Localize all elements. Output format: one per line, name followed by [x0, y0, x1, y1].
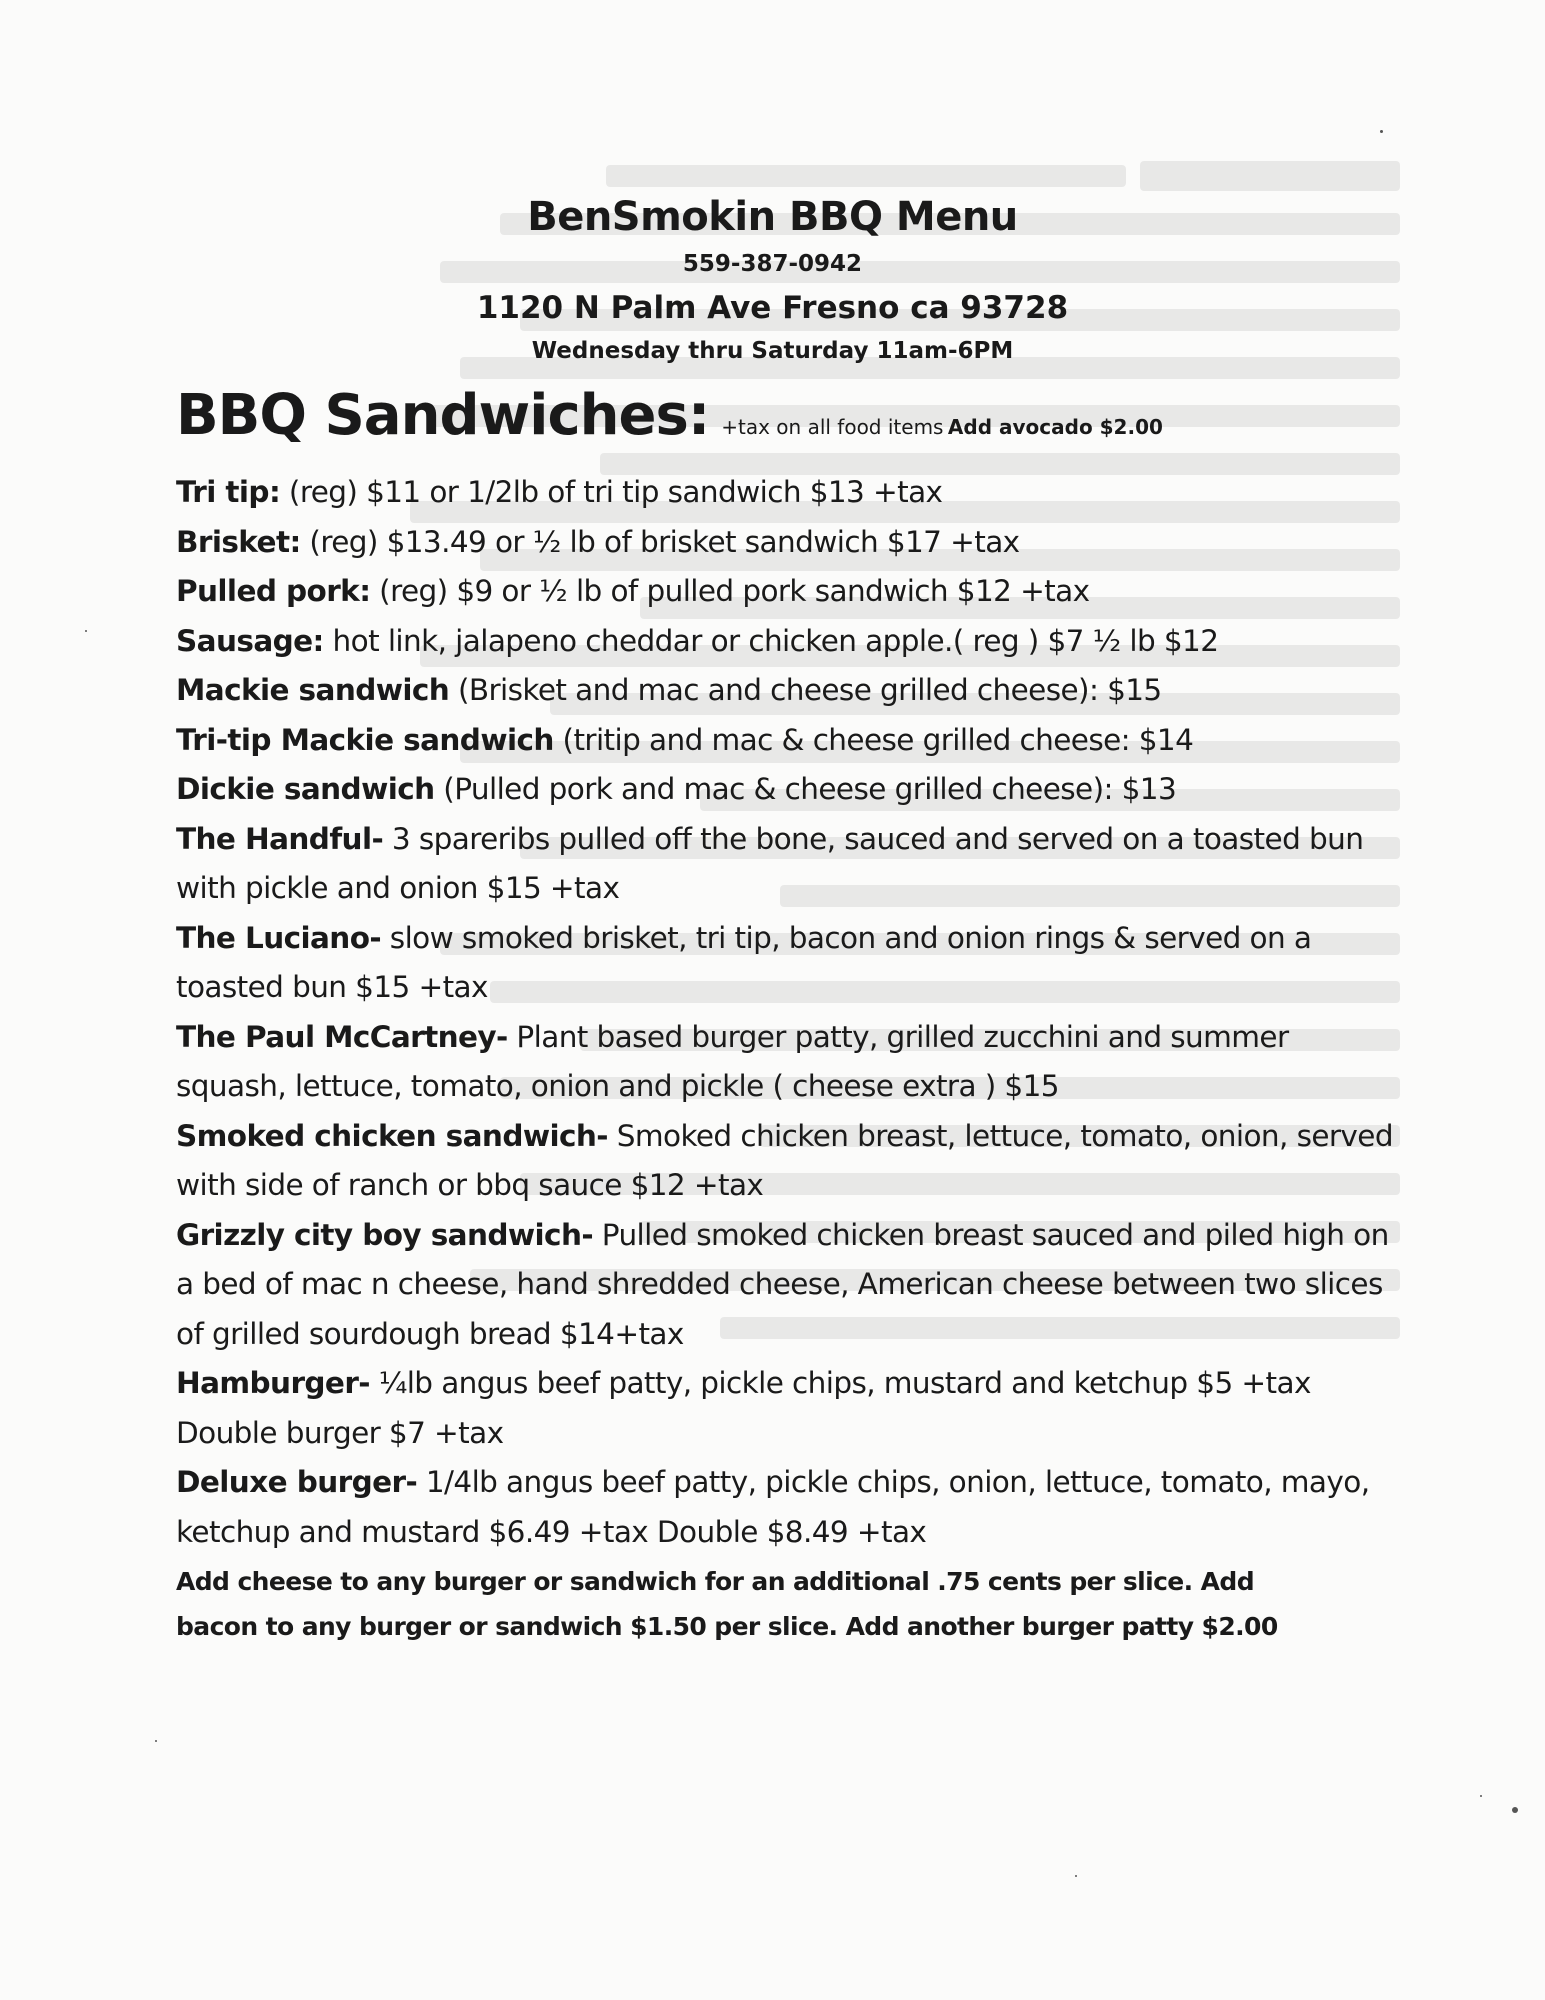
menu-item-name: Hamburger- [176, 1366, 370, 1400]
menu-item-list [176, 468, 1406, 1557]
menu-item-desc: Plant based burger patty, grilled zucchini and summer squash, lettuce, tomato, onion and pickle ( cheese extra ) $15 [176, 1019, 1289, 1103]
menu-item-name: The Handful- [176, 821, 384, 856]
menu-item-name: Tri-tip Mackie sandwich [176, 722, 554, 757]
menu-item-desc: 1/4lb angus beef patty, pickle chips, onion, lettuce, tomato, mayo, ketchup and mustard $6.49 +tax Double $8.49 +tax [176, 1465, 1370, 1549]
menu-item-desc: Pulled smoked chicken breast sauced and piled high on a bed of mac n cheese, hand shredded cheese, American cheese between two slices of grilled sourdough bread $14+tax [176, 1217, 1389, 1351]
menu-item [176, 1359, 1406, 1458]
menu-item-name: Tri tip: [176, 475, 281, 509]
scan-speck [85, 630, 87, 632]
menu-item-name: Pulled pork: [176, 574, 371, 608]
menu-item [176, 666, 1406, 716]
menu-item-name: Mackie sandwich [176, 673, 450, 707]
section-heading [176, 378, 1406, 468]
menu-item-desc: Smoked chicken breast, lettuce, tomato, onion, served with side of ranch or bbq sauce $12 +tax [176, 1118, 1393, 1202]
phone-number: 559-387-0942 [682, 251, 863, 277]
menu-item [176, 815, 1406, 914]
menu-item-desc: (reg) $11 or 1/2lb of tri tip sandwich $13 +tax [280, 475, 943, 509]
scan-speck [1380, 130, 1383, 133]
scan-speck [1512, 1807, 1518, 1813]
menu-item [176, 617, 1406, 667]
menu-item-name: Brisket: [176, 524, 301, 559]
addons-note-line: bacon to any burger or sandwich $1.50 per slice. Add another burger patty $2.00 [176, 1612, 1278, 1641]
menu-item-name: The Paul McCartney- [176, 1019, 508, 1054]
address: 1120 N Palm Ave Fresno ca 93728 [476, 290, 1069, 326]
scan-speck [155, 1740, 157, 1742]
menu-item [176, 518, 1406, 568]
scan-speck [1075, 1875, 1077, 1877]
menu-item-desc: hot link, jalapeno cheddar or chicken apple.( reg ) $7 ½ lb $12 [323, 623, 1219, 658]
menu-item-name: Smoked chicken sandwich- [176, 1118, 608, 1153]
addons-note-line: Add cheese to any burger or sandwich for an additional .75 cents per slice. Add [176, 1567, 1254, 1596]
menu-item-desc: (Pulled pork and mac & cheese grilled cheese): $13 [434, 772, 1177, 806]
menu-item-desc: ¼lb angus beef patty, pickle chips, mustard and ketchup $5 +tax Double burger $7 +tax [176, 1366, 1311, 1450]
menu-item-desc: (tritip and mac & cheese grilled cheese: $14 [553, 722, 1194, 757]
menu-item [176, 1211, 1406, 1360]
scan-speck [1480, 1795, 1482, 1797]
section-tax-note: +tax on all food items [721, 415, 944, 439]
menu-item-desc: 3 spareribs pulled off the bone, sauced and served on a toasted bun with pickle and onion $15 +tax [176, 821, 1364, 905]
menu-item [176, 567, 1406, 617]
menu-item-name: Dickie sandwich [176, 772, 435, 806]
menu-item-name: Sausage: [176, 623, 324, 658]
menu-item-name: The Luciano- [176, 920, 382, 955]
menu-item [176, 1112, 1406, 1211]
menu-item [176, 765, 1406, 815]
menu-item-desc: slow smoked brisket, tri tip, bacon and onion rings & served on a toasted bun $15 +tax [176, 920, 1312, 1004]
addons-note [176, 1559, 1406, 1649]
menu-item-desc: (reg) $13.49 or ½ lb of brisket sandwich $17 +tax [300, 524, 1020, 559]
menu-item-desc: (reg) $9 or ½ lb of pulled pork sandwich $12 +tax [370, 574, 1090, 608]
menu-item [176, 716, 1406, 766]
avocado-addon-note: Add avocado $2.00 [947, 415, 1163, 439]
menu-item [176, 1458, 1406, 1557]
menu-item-name: Grizzly city boy sandwich- [176, 1217, 593, 1252]
menu-item [176, 468, 1406, 518]
menu-item [176, 914, 1406, 1013]
business-hours: Wednesday thru Saturday 11am-6PM [531, 338, 1014, 364]
menu-item-name: Deluxe burger- [176, 1465, 418, 1499]
menu-title: BenSmokin BBQ Menu [527, 194, 1018, 240]
menu-content [176, 378, 1406, 1649]
menu-header [0, 190, 1545, 370]
menu-item [176, 1013, 1406, 1112]
section-title: BBQ Sandwiches: [176, 383, 710, 448]
menu-item-desc: (Brisket and mac and cheese grilled cheese): $15 [449, 673, 1162, 707]
